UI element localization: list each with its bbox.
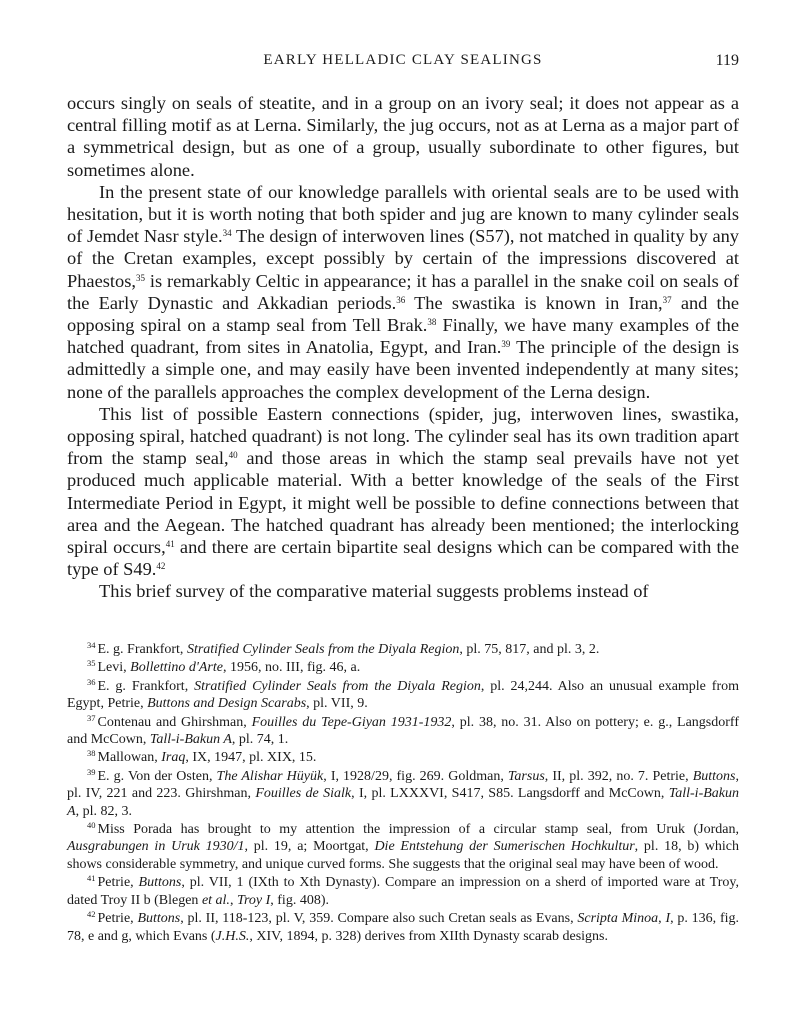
text-segment: This list of possible Eastern connections (spider, jug, interwoven lines, swastika, opposing spiral, hatched quadrant) is not long. The cylinder seal has its own tradition apart from the stamp seal, (67, 403, 739, 469)
footnote-text: , I, pl. LXXXVI, S417, S85. Langsdorff and McCown, (351, 786, 669, 802)
citation-title: et al. (201, 892, 230, 908)
footnote-41 (67, 874, 739, 909)
page-header (67, 52, 739, 76)
text-segment: and those areas in which the stamp seal prevails have not yet produced much applicable material. With a better knowledge of the seals of the First Intermediate Period in Egypt, it might well be possible to define connections between that area and the Aegean. The hatched quadrant has already been mentioned; the interlocking spiral occurs, (67, 448, 739, 558)
footnote-text: Petrie, (97, 875, 139, 891)
footnote-text: , pl. 74, 1. (231, 732, 289, 748)
footnote-text: Miss Porada has brought to my attention the impression of a circular stamp seal, from Uruk (Jordan, (97, 822, 739, 838)
text-segment: The design of interwoven lines (S57), not matched in quality by any of the Cretan examples, except possibly by certain of the impressions discovered at Phaestos, (67, 226, 739, 291)
citation-title: Tarsus (507, 768, 545, 784)
footnote-text: , pl. 19, a; Moortgat, (244, 839, 375, 855)
citation-title: Buttons (137, 911, 181, 927)
citation-title: Scripta Minoa (577, 911, 659, 927)
footnotes (67, 641, 739, 946)
footnote-text: , p. 136, fig. 78, e and g, which Evans ( (67, 911, 739, 944)
footnote-text: , IX, 1947, pl. XIX, 15. (185, 750, 317, 766)
footnote-text: , fig. 408). (270, 892, 329, 908)
paragraph-4: This brief survey of the comparative material suggests problems instead of (99, 581, 649, 602)
footnote-text: , XIV, 1894, p. 328) derives from XIIth Dynasty scarab designs. (249, 928, 608, 944)
citation-title: Die Entstehung der Sumerischen Hochkultur (374, 839, 635, 855)
citation-title: Ausgrabungen in Uruk 1930/1 (67, 839, 245, 855)
footnote-text: , I, 1928/29, fig. 269. Goldman, (323, 768, 508, 784)
footnote-35 (67, 659, 739, 676)
footnote-text: , pl. VII, 1 (IXth to Xth Dynasty). Compare an impression on a sherd of imported ware at Troy, dated Troy II b (Blegen (67, 875, 739, 908)
footnote-number: 40 (87, 820, 96, 831)
footnote-text: , II, pl. 392, no. 7. Petrie, (544, 768, 693, 784)
running-title: EARLY HELLADIC CLAY SEALINGS (263, 52, 543, 68)
footnote-text: E. g. Von der Osten, (97, 768, 217, 784)
footnote-ref-34[interactable]: 34 (222, 228, 232, 239)
citation-title: The Alishar Hüyük (216, 768, 324, 784)
citation-title: I (665, 911, 671, 927)
citation-title: J.H.S. (215, 928, 250, 944)
citation-title: Buttons (692, 768, 736, 784)
text-segment: In the present state of our knowledge parallels with oriental seals are to be used with hesitation, but it is worth noting that both spider and jug are known to many cylinder seals of Jemdet Nasr style. (67, 181, 739, 247)
footnote-36 (67, 678, 739, 713)
citation-title: Tall-i-Bakun A (67, 786, 739, 819)
text-segment: and there are certain bipartite seal designs which can be compared with the type of S49. (67, 537, 739, 580)
footnote-text: , pl. 75, 817, and pl. 3, 2. (459, 642, 600, 657)
footnote-text: , pl. 38, no. 31. Also on pottery; e. g., Langsdorff and McCown, (67, 714, 739, 748)
footnote-number: 41 (87, 873, 96, 884)
citation-title: Stratified Cylinder Seals from the Diyala Region (194, 678, 481, 694)
footnote-42 (67, 910, 739, 945)
footnote-text: , pl. IV, 221 and 223. Ghirshman, (67, 768, 739, 802)
citation-title: Iraq (161, 750, 186, 766)
footnote-34 (67, 641, 739, 658)
footnote-number: 34 (87, 640, 96, 650)
footnote-ref-41[interactable]: 41 (165, 539, 175, 550)
footnote-ref-39[interactable]: 39 (501, 339, 511, 350)
text-segment: The principle of the design is admittedly a simple one, and may easily have been invented independently at many sites; none of the parallels approaches the complex development of the Lerna design. (67, 337, 739, 402)
citation-title: Fouilles de Sialk (255, 786, 352, 802)
footnote-text: , (229, 892, 237, 908)
paragraph-1: occurs singly on seals of steatite, and in a group on an ivory seal; it does not appear as a central filling motif as at Lerna. Similarly, the jug occurs, not as at Lerna as a major part of a symmetrical design, but as one of a group, usually subordinate to other figures, but sometimes alone. (67, 93, 739, 180)
footnote-text: Petrie, (97, 911, 138, 927)
text-segment: is remarkably Celtic in appearance; it has a parallel in the snake coil on seals of the Early Dynastic and Akkadian periods. (67, 270, 739, 313)
citation-title: Stratified Cylinder Seals from the Diyala Region (186, 642, 460, 657)
footnote-text: , pl. 82, 3. (75, 803, 132, 819)
footnote-text: Mallowan, (97, 750, 162, 766)
footnote-ref-38[interactable]: 38 (427, 317, 437, 328)
page-number: 119 (715, 52, 739, 69)
citation-title: Buttons and Design Scarabs (147, 696, 307, 712)
footnote-40 (67, 821, 739, 873)
footnote-38 (67, 749, 739, 766)
footnote-text: , pl. 24,244. Also an unusual example from Egypt, Petrie, (67, 678, 739, 712)
footnote-ref-37[interactable]: 37 (662, 294, 672, 305)
footnote-number: 38 (87, 748, 96, 759)
footnote-text: Contenau and Ghirshman, (97, 714, 252, 730)
footnote-ref-42[interactable]: 42 (156, 561, 166, 572)
footnote-text: , pl. II, 118-123, pl. V, 359. Compare also such Cretan seals as Evans, (180, 911, 578, 927)
body-text (67, 92, 739, 603)
footnote-39 (67, 768, 739, 820)
text-segment: and the opposing spiral on a stamp seal from Tell Brak. (67, 292, 739, 336)
footnote-ref-36[interactable]: 36 (396, 294, 406, 305)
footnote-ref-35[interactable]: 35 (135, 272, 145, 283)
citation-title: Fouilles du Tepe-Giyan 1931-1932 (251, 714, 452, 730)
citation-title: Tall-i-Bakun A (149, 732, 232, 748)
footnote-number: 39 (87, 766, 96, 777)
footnote-ref-40[interactable]: 40 (228, 450, 238, 461)
text-segment: Finally, we have many examples of the hatched quadrant, from sites in Anatolia, Egypt, and Iran. (67, 315, 739, 358)
citation-title: Troy I (236, 892, 271, 908)
footnote-number: 37 (87, 712, 96, 723)
footnote-text: , pl. 18, b) which shows considerable symmetry, and unique curved forms. She suggests that the original seal may have been of wood. (67, 839, 739, 872)
footnote-37 (67, 714, 739, 749)
text-segment: The swastika is known in Iran, (405, 292, 663, 313)
footnote-number: 36 (87, 676, 96, 687)
footnote-text: , 1956, no. III, fig. 46, a. (222, 660, 361, 676)
paragraph-3 (67, 403, 739, 581)
footnote-text: E. g. Frankfort, (97, 642, 187, 657)
footnote-text: , pl. VII, 9. (306, 696, 368, 712)
paragraph-2 (67, 181, 739, 403)
footnote-text: Levi, (97, 660, 131, 676)
citation-title: Buttons (138, 875, 182, 891)
footnote-text: , (658, 911, 666, 927)
citation-title: Bollettino d'Arte (130, 660, 223, 676)
footnote-text: E. g. Frankfort, (97, 678, 195, 694)
footnote-number: 35 (87, 658, 96, 669)
footnote-number: 42 (87, 909, 96, 920)
